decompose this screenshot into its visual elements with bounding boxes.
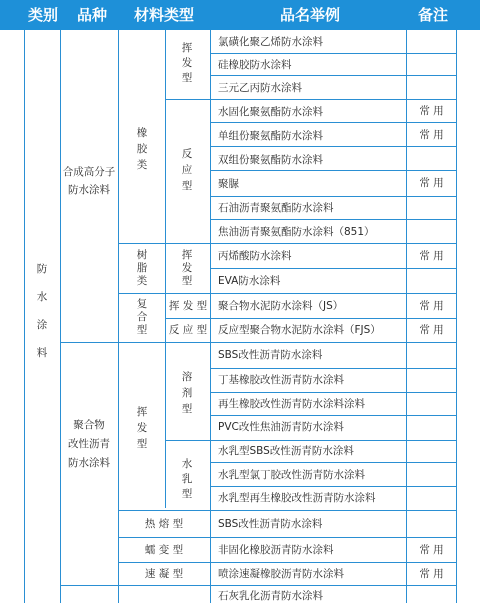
grid-line [60,585,457,586]
type-volatile-resin: 挥 发 型 [181,249,193,287]
product-name: 水乳型氯丁胶改性沥青防水涂料 [218,469,365,481]
type-volatile: 挥 发 型 [181,42,193,84]
header-category: 类别 [27,6,58,24]
product-name: 非固化橡胶沥青防水涂料 [218,544,334,556]
grid-line [456,30,457,603]
product-name: 水乳型SBS改性沥青防水涂料 [218,445,354,457]
grid-line [210,268,457,269]
product-name: 氯磺化聚乙烯防水涂料 [218,36,323,48]
remark-badge: 常 用 [419,324,444,336]
type-rubber: 橡 胶 类 [136,127,148,171]
grid-line [210,75,457,76]
remark-badge: 常 用 [419,250,444,262]
grid-line [210,170,457,171]
grid-line [210,368,457,369]
grid-line [210,122,457,123]
product-name: 石灰乳化沥青防水涂料 [218,590,323,602]
type-resin: 树 脂 类 [136,249,148,287]
remark-badge: 常 用 [419,568,444,580]
remark-badge: 常 用 [419,129,444,141]
type-volatile-polymer: 挥 发 型 [136,406,148,450]
type-volatile-composite: 挥 发 型 [168,300,208,312]
product-name: 焦油沥青聚氨酯防水涂料（851） [218,226,375,238]
header-variety: 品种 [76,6,107,24]
product-name: 硅橡胶防水涂料 [218,59,292,71]
grid-line [165,30,166,508]
product-name: 反应型聚合物水泥防水涂料（FJS） [218,324,381,336]
product-name: SBS改性沥青防水涂料 [218,518,323,530]
grid-line [60,30,61,603]
variety-synthetic: 合成高分子 防水涂料 [62,166,116,196]
type-fast-set: 速 凝 型 [144,568,184,580]
product-name: 聚合物水泥防水涂料（JS） [218,300,344,312]
category-cell: 防 水 涂 料 [36,263,48,359]
product-name: 石油沥青聚氨酯防水涂料 [218,202,334,214]
product-name: 喷涂速凝橡胶沥青防水涂料 [218,568,344,580]
grid-line [210,486,457,487]
type-hot-melt: 热 熔 型 [144,518,184,530]
type-reactive-composite: 反 应 型 [168,324,208,336]
grid-line [166,440,457,441]
type-composite: 复 合 型 [136,298,148,336]
grid-line [210,462,457,463]
product-name: 三元乙丙防水涂料 [218,82,302,94]
type-reactive: 反 应 型 [181,148,193,192]
remark-badge: 常 用 [419,300,444,312]
product-name: EVA防水涂料 [218,275,281,287]
grid-line [210,53,457,54]
grid-line [60,342,457,343]
product-name: 丙烯酸防水涂料 [218,250,292,262]
grid-line [210,30,211,603]
remark-badge: 常 用 [419,177,444,189]
header-material-type: 材料类型 [133,6,194,24]
header-product-examples: 品名举例 [279,6,340,24]
grid-line [118,562,457,563]
product-name: 聚脲 [218,178,239,190]
remark-badge: 常 用 [419,544,444,556]
grid-line [210,219,457,220]
grid-line [118,510,457,511]
remark-badge: 常 用 [419,105,444,117]
product-name: 水乳型再生橡胶改性沥青防水涂料 [218,492,376,504]
type-solvent: 溶 剂 型 [181,371,193,415]
grid-line [118,243,457,244]
variety-polymer: 聚合物 改性沥青 防水涂料 [68,419,110,469]
type-creep: 蠕 变 型 [144,544,184,556]
header-remarks: 备注 [417,6,448,24]
product-name: 双组份聚氨酯防水涂料 [218,154,323,166]
grid-line [166,318,457,319]
grid-line [24,30,25,603]
grid-line [118,537,457,538]
grid-line [210,196,457,197]
product-name: 单组份聚氨酯防水涂料 [218,130,323,142]
product-name: 丁基橡胶改性沥青防水涂料 [218,374,344,386]
product-name: SBS改性沥青防水涂料 [218,349,323,361]
grid-line [210,146,457,147]
grid-line [166,99,457,100]
grid-line [210,415,457,416]
grid-line [118,293,457,294]
product-name: 水固化聚氨酯防水涂料 [218,106,323,118]
grid-line [210,392,457,393]
product-name: 再生橡胶改性沥青防水涂料涂料 [218,398,365,410]
product-name: PVC改性焦油沥青防水涂料 [218,421,344,433]
type-emulsion: 水 乳 型 [181,458,193,500]
